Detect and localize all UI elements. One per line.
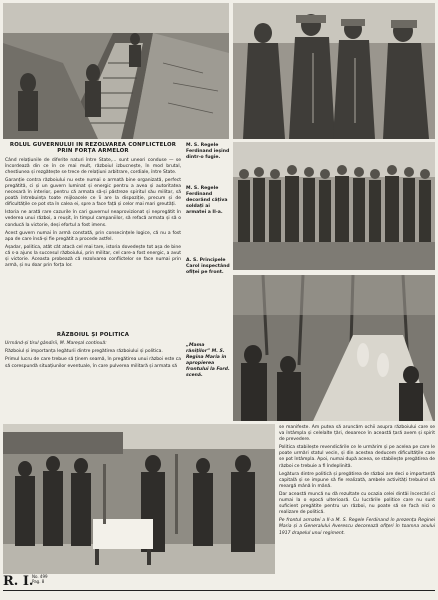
page-number: Pag. 8 xyxy=(32,579,45,584)
trench-photo xyxy=(3,3,229,139)
paragraph: Istoria ne arată rare cazurile în cari guvernul neaprovizionat și nepregătit în vederea unui război, a reușit, în timpul campaniilor, să refacă armata și să o conducă la victorie, deși efortul a fost imens. xyxy=(5,210,181,228)
issue-number: No. 499 xyxy=(32,574,48,579)
paragraph: Acest guvern numai în armă constată, prin consecințele logice, că nu a fost apa de care însă-și fie pregătit a procede astfel. xyxy=(5,230,181,242)
section-2-column xyxy=(5,332,181,422)
caption-queen-mother: „Mama răniților” M. S. Regina Maria în apropierea frontului la Ford. scenă. xyxy=(186,343,230,378)
caption-king-decorating: M. S. Regele Ferdinand decorând câțiva soldați ai armatei a II-a. xyxy=(186,186,228,215)
paragraph: Primul lucru de care trebue să ținem seamă, în pregătirea unui război este ca să corespundă situațiunilor eventuale, în care pulverea militară și armata să xyxy=(5,357,181,369)
caption-prince-inspecting: A. S. Principele Carol inspectând ofiței pe front. xyxy=(186,258,230,275)
section-1-column xyxy=(5,142,181,328)
paragraph: Dar această muncă nu dă rezultate cu ocazia celei dintâi încercări ci numai la o epocă ulterioară. Cu lucrările politice care nu sunt suficient pregătite pentru un război, nu poate să se facă nici o realizare de politică. xyxy=(279,491,435,516)
king-officers-photo xyxy=(233,3,435,139)
paragraph: Legătura dintre politică și pregătirea de război are deci o importanță capitală și se impune să fie realizată, ambele activități trebuind să meargă mână în mână. xyxy=(279,471,435,489)
section-2-title: RĂZBOIUL ȘI POLITICA xyxy=(56,332,130,338)
paragraph: Politica stabilește revendicările ce le urmărim și pe acelea pe care le poate urmări statul vecin, și din acestea deducem dificultățile care se pot întâmpla. Apoi, numai după aceea, se stabilește pregătirea de război ce trebuie a fi îndeplinită. xyxy=(279,445,435,469)
paragraph: Când relațiunile de diferite naturi între State,... sunt uneori conduse — se încordează din ce în ce mai mult, războiul izbucnește, în mod brutal, chestiunea și rezgătește se trece de relațiuni arbitrare, cordiale, între State. xyxy=(5,157,181,175)
soldiers-line-photo xyxy=(233,142,435,270)
issue-meta xyxy=(32,574,48,584)
section-3-column xyxy=(279,425,435,575)
ceremony-photo xyxy=(3,424,275,574)
paragraph: Garanție contra războiului nu este numai o armată bine organizată, perfect pregătită, ci și un guvern luminat și energic pentru a avea și autoritatea necesară în interior, pentru că armata să-și păstreze spiritul său militar, să poată întrebuința toate mijloacele ce îi are la dispoziție, precum și de dificultățile ce pot sta în calea ei, spre a face față și celor mai mari greutăți. xyxy=(5,177,181,208)
section-2-intro: Urmând-și tirul gândirii, M. Mareșal continuă: xyxy=(5,341,107,347)
paragraph: se manifeste. Am putea să aruncăm ochii asupra războiului care se va întâmpla și celelalte țări, deoarece în această țară avem și spirit de prevedere. xyxy=(279,425,435,443)
section-1-title: ROLUL GUVERNULUI IN REZOLVAREA CONFLICTELOR PRIN FORȚA ARMELOR xyxy=(9,142,177,155)
caption-king-exit: M. S. Regele Ferdinand ieșind dintr-o fugie. xyxy=(186,143,230,160)
forest-crowd-photo xyxy=(233,275,435,421)
paragraph: Războiul și importanța legăturii dintre pregătirea războiului și politica. xyxy=(5,349,163,355)
magazine-logo: R. I. xyxy=(3,574,34,589)
paragraph: Așadar, politica, atât cât atacă cel mai tare, istoria dovedește tot așa de bine că s-a ajuns la succesul războiului, prin militar, cel care-a fost energic, a avut și victorie. Aceasta probează că rezolvarea conflictelor se face numai prin armă, și nu doar prin forța lor. xyxy=(5,244,181,269)
photo-caption-bottom: Pe frontul armatei a II-a M. S. Regele Ferdinand în prezența Reginei Maria și a Generalului Averescu decorează ofițeri în toamna anului 1917 drapelul unui regiment. xyxy=(279,518,435,536)
footer-divider xyxy=(3,590,435,591)
